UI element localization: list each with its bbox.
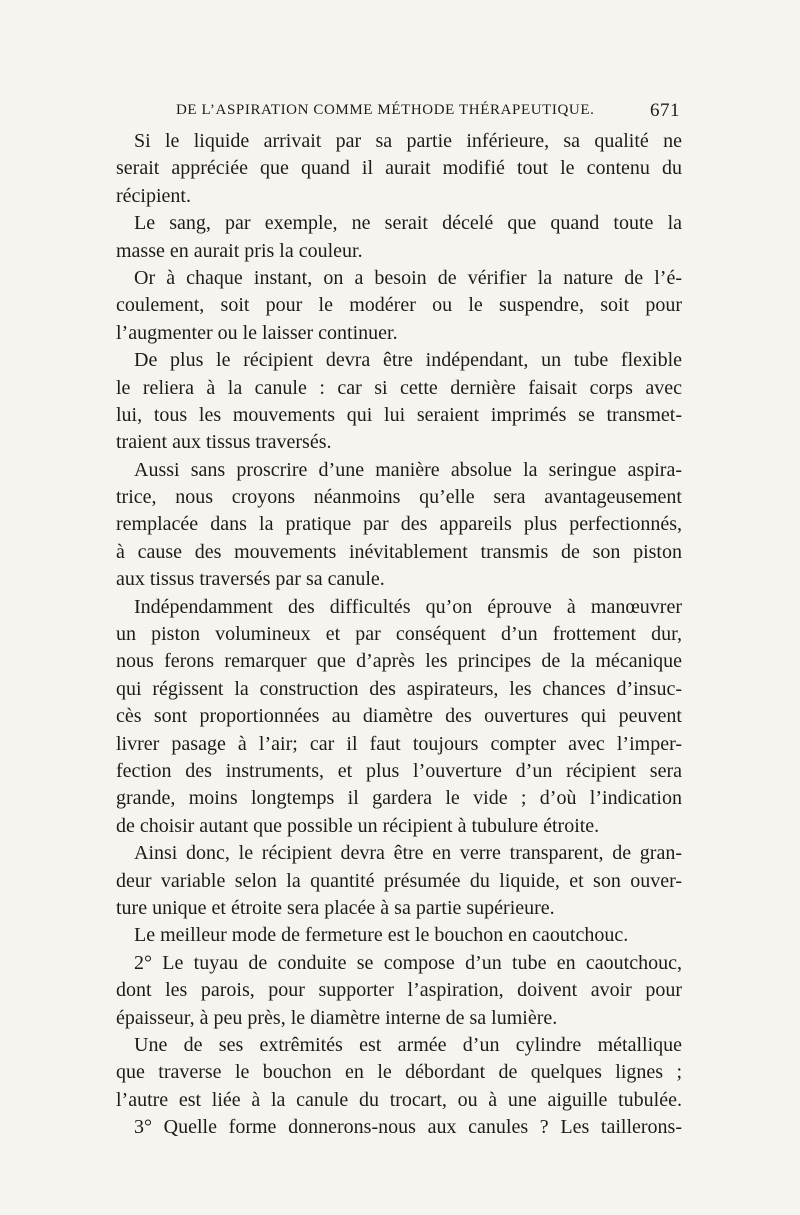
- text-line: aux tissus traversés par sa canule.: [116, 568, 385, 591]
- text-line: le reliera à la canule : car si cette dernière faisait corps avec: [116, 376, 682, 399]
- text-line: masse en aurait pris la couleur.: [116, 239, 363, 262]
- text-line: lui, tous les mouvements qui lui seraient imprimés se transmet-: [116, 403, 682, 426]
- text-line: récipient.: [116, 184, 191, 207]
- text-line: coulement, soit pour le modérer ou le suspendre, soit pour: [116, 294, 682, 317]
- text-line: remplacée dans la pratique par des appareils plus perfectionnés,: [116, 513, 682, 536]
- text-line: Une de ses extrêmités est armée d’un cylindre métallique: [134, 1033, 682, 1056]
- page-number: 671: [650, 100, 680, 121]
- text-line: De plus le récipient devra être indépendant, un tube flexible: [134, 349, 682, 372]
- text-line: Le sang, par exemple, ne serait décelé que quand toute la: [134, 212, 682, 235]
- text-line: Le meilleur mode de fermeture est le bouchon en caoutchouc.: [134, 924, 629, 947]
- running-head: [116, 100, 682, 124]
- text-line: ture unique et étroite sera placée à sa partie supérieure.: [116, 896, 555, 919]
- text-line: 2° Le tuyau de conduite se compose d’un tube en caoutchouc,: [134, 951, 682, 974]
- text-line: qui régissent la construction des aspirateurs, les chances d’insuc-: [116, 677, 682, 700]
- text-line: trice, nous croyons néanmoins qu’elle sera avantageusement: [116, 486, 682, 509]
- text-line: 3° Quelle forme donnerons-nous aux canules ? Les taillerons-: [134, 1116, 682, 1139]
- text-line: épaisseur, à peu près, le diamètre interne de sa lumière.: [116, 1006, 558, 1029]
- text-line: Si le liquide arrivait par sa partie inférieure, sa qualité ne: [134, 130, 682, 152]
- text-line: livrer pasage à l’air; car il faut toujours compter avec l’imper-: [116, 732, 682, 755]
- text-line: l’autre est liée à la canule du trocart, ou à une aiguille tubulée.: [116, 1088, 682, 1111]
- text-line: Or à chaque instant, on a besoin de vérifier la nature de l’é-: [134, 266, 682, 289]
- text-line: un piston volumineux et par conséquent d’un frottement dur,: [116, 623, 682, 646]
- text-line: à cause des mouvements inévitablement transmis de son piston: [116, 540, 682, 563]
- text-line: Aussi sans proscrire d’une manière absolue la seringue aspira-: [134, 458, 682, 481]
- text-line: dont les parois, pour supporter l’aspiration, doivent avoir pour: [116, 979, 682, 1002]
- text-line: traient aux tissus traversés.: [116, 431, 332, 454]
- text-line: serait appréciée que quand il aurait modifié tout le contenu du: [116, 157, 682, 180]
- text-line: nous ferons remarquer que d’après les principes de la mécanique: [116, 650, 682, 673]
- text-line: cès sont proportionnées au diamètre des ouvertures qui peuvent: [116, 705, 682, 728]
- text-line: grande, moins longtemps il gardera le vide ; d’où l’indication: [116, 787, 682, 810]
- text-line: deur variable selon la quantité présumée du liquide, et son ouver-: [116, 869, 682, 892]
- running-title: DE L’ASPIRATION COMME MÉTHODE THÉRAPEUTIQUE.: [176, 102, 595, 118]
- text-line: fection des instruments, et plus l’ouverture d’un récipient sera: [116, 759, 682, 782]
- text-line: de choisir autant que possible un récipient à tubulure étroite.: [116, 814, 600, 837]
- text-line: Ainsi donc, le récipient devra être en verre transparent, de gran-: [134, 842, 682, 865]
- text-line: Indépendamment des difficultés qu’on éprouve à manœuvrer: [134, 595, 682, 618]
- body-text: [116, 128, 682, 1141]
- text-line: que traverse le bouchon en le débordant de quelques lignes ;: [116, 1061, 682, 1084]
- text-line: l’augmenter ou le laisser continuer.: [116, 321, 398, 344]
